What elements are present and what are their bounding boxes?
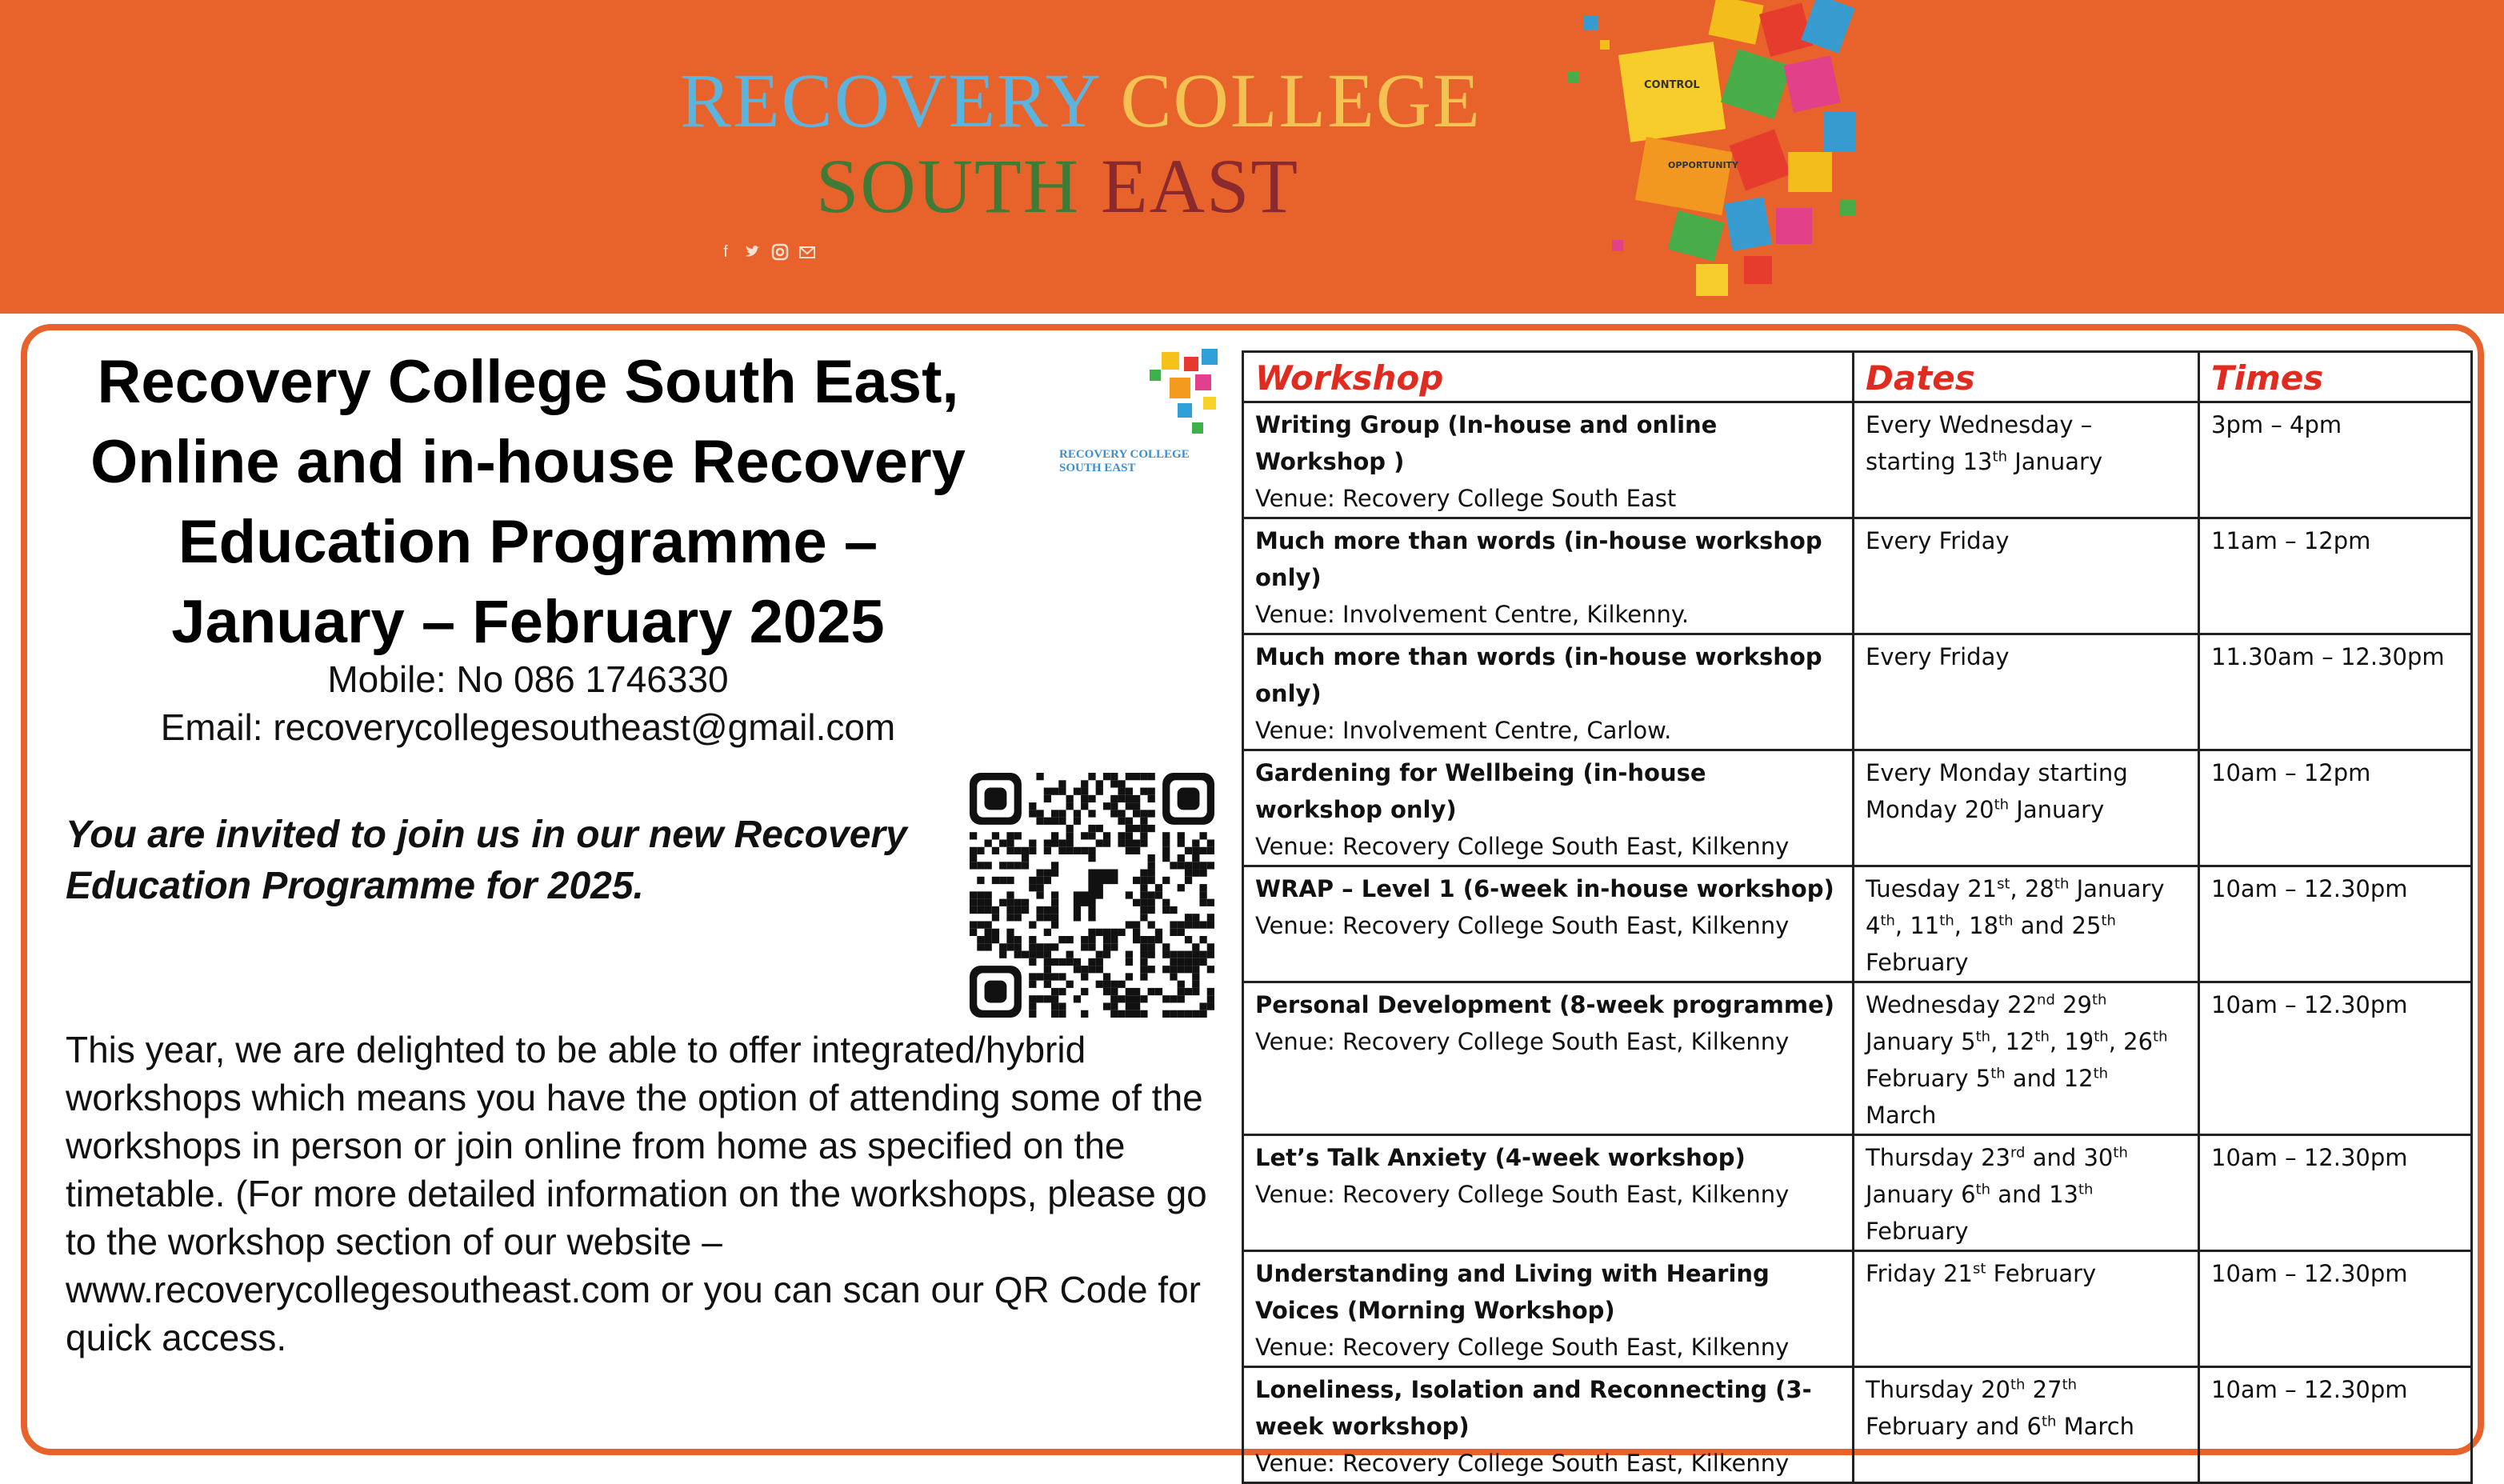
cube-label-control: CONTROL — [1644, 79, 1700, 91]
workshop-cell — [1243, 1251, 1854, 1367]
table-row — [1243, 1367, 2472, 1483]
dates-cell: Thursday 20th 27th February and 6th March — [1854, 1367, 2199, 1483]
workshop-name: Let’s Talk Anxiety (4-week workshop) — [1255, 1144, 1746, 1171]
workshop-venue: Venue: Recovery College South East, Kilkenny — [1255, 1181, 1790, 1208]
times-cell: 11am – 12pm — [2199, 518, 2472, 634]
invitation-text: You are invited to join us in our new Recovery Education Programme for 2025. — [66, 814, 907, 907]
workshop-timetable — [1242, 350, 2470, 1477]
table-header-row — [1243, 352, 2472, 402]
facebook-icon[interactable]: f — [723, 243, 728, 261]
dates-cell: Every Friday — [1854, 518, 2199, 634]
header-dates: Dates — [1854, 352, 2199, 402]
small-logo-text: RECOVERY COLLEGE SOUTH EAST — [1059, 448, 1190, 474]
workshop-venue: Venue: Recovery College South East, Kilkenny — [1255, 912, 1790, 939]
dates-cell: Wednesday 22nd 29th January 5th, 12th, 19th, 26th February 5th and 12th March — [1854, 982, 2199, 1135]
workshop-cell — [1243, 866, 1854, 982]
table-row — [1243, 518, 2472, 634]
email-address[interactable]: Email: recoverycollegesoutheast@gmail.com — [160, 706, 896, 748]
dates-cell: Every Friday — [1854, 634, 2199, 750]
times-cell: 10am – 12.30pm — [2199, 1367, 2472, 1483]
header-banner — [0, 0, 2504, 314]
workshop-venue: Venue: Recovery College South East, Kilkenny — [1255, 1450, 1790, 1477]
instagram-icon[interactable] — [771, 243, 789, 261]
dates-cell: Tuesday 21st, 28th January 4th, 11th, 18th and 25th February — [1854, 866, 2199, 982]
times-cell: 10am – 12.30pm — [2199, 866, 2472, 982]
small-logo-cubes-graphic — [1058, 346, 1226, 448]
workshop-venue: Venue: Recovery College South East, Kilkenny — [1255, 1028, 1790, 1055]
brand-word-east: EAST — [1101, 143, 1300, 229]
title-line-2: Online and in-house Recovery — [90, 428, 966, 496]
workshop-cell — [1243, 750, 1854, 866]
workshop-cell — [1243, 1367, 1854, 1483]
social-icons — [717, 243, 816, 261]
header-times: Times — [2199, 352, 2472, 402]
table-row — [1243, 402, 2472, 518]
small-college-logo — [1058, 346, 1226, 490]
title-line-1: Recovery College South East, — [97, 348, 959, 416]
twitter-icon[interactable] — [744, 243, 762, 261]
workshop-name: Understanding and Living with Hearing Voices (Morning Workshop) — [1255, 1260, 1770, 1324]
times-cell: 10am – 12.30pm — [2199, 982, 2472, 1135]
times-cell: 10am – 12.30pm — [2199, 1135, 2472, 1251]
workshop-name: Loneliness, Isolation and Reconnecting (3-week workshop) — [1255, 1376, 1812, 1440]
workshop-venue: Venue: Involvement Centre, Kilkenny. — [1255, 601, 1690, 628]
table-row — [1243, 982, 2472, 1135]
times-cell: 3pm – 4pm — [2199, 402, 2472, 518]
table-row — [1243, 866, 2472, 982]
brand-word-south: SOUTH — [816, 143, 1081, 229]
workshop-name: Much more than words (in-house workshop only) — [1255, 527, 1822, 591]
mobile-number: Mobile: No 086 1746330 — [327, 658, 729, 700]
workshop-cell — [1243, 1135, 1854, 1251]
dates-cell: Thursday 23rd and 30th January 6th and 13th February — [1854, 1135, 2199, 1251]
workshop-venue: Venue: Recovery College South East, Kilkenny — [1255, 1334, 1790, 1361]
colourful-cubes-graphic — [1472, 0, 1872, 314]
brand-line-2 — [816, 143, 1300, 229]
table-row — [1243, 1251, 2472, 1367]
workshop-name: Much more than words (in-house workshop only) — [1255, 643, 1822, 707]
workshop-cell — [1243, 634, 1854, 750]
brand-line-1 — [680, 58, 1482, 143]
dates-cell: Every Wednesday – starting 13th January — [1854, 402, 2199, 518]
workshop-name: WRAP – Level 1 (6-week in-house workshop) — [1255, 875, 1834, 902]
table-row — [1243, 634, 2472, 750]
workshop-name: Personal Development (8-week programme) — [1255, 991, 1835, 1018]
brand-word-recovery: RECOVERY — [680, 58, 1100, 143]
table-row — [1243, 1135, 2472, 1251]
header-workshop: Workshop — [1243, 352, 1854, 402]
times-cell: 10am – 12pm — [2199, 750, 2472, 866]
workshop-cell — [1243, 982, 1854, 1135]
workshop-venue: Venue: Involvement Centre, Carlow. — [1255, 717, 1672, 744]
workshop-name: Gardening for Wellbeing (in-house workshop only) — [1255, 759, 1706, 823]
table-row — [1243, 750, 2472, 866]
times-cell: 11.30am – 12.30pm — [2199, 634, 2472, 750]
page-title — [32, 342, 1024, 662]
qr-code[interactable] — [970, 773, 1214, 1018]
dates-cell: Friday 21st February — [1854, 1251, 2199, 1367]
cube-label-opportunity: OPPORTUNITY — [1668, 160, 1739, 170]
title-line-4: January – February 2025 — [171, 588, 885, 656]
workshop-name: Writing Group (In-house and online Workshop ) — [1255, 411, 1718, 475]
mail-icon[interactable] — [798, 243, 816, 261]
dates-cell: Every Monday starting Monday 20th January — [1854, 750, 2199, 866]
workshop-cell — [1243, 518, 1854, 634]
times-cell: 10am – 12.30pm — [2199, 1251, 2472, 1367]
workshop-venue: Venue: Recovery College South East — [1255, 485, 1677, 512]
brand-word-college: COLLEGE — [1120, 58, 1482, 143]
title-line-3: Education Programme – — [178, 508, 878, 576]
intro-paragraph: This year, we are delighted to be able to offer integrated/hybrid workshops which means you have the option of attending some of the workshops in person or join online from home as specified on the timetable. (For more detailed information on the workshops, please go to the workshop section of our website – www.recoverycollegesoutheast.com or you can scan our QR Code for quick access. — [66, 1029, 1207, 1358]
workshop-venue: Venue: Recovery College South East, Kilkenny — [1255, 833, 1790, 860]
workshop-cell — [1243, 402, 1854, 518]
